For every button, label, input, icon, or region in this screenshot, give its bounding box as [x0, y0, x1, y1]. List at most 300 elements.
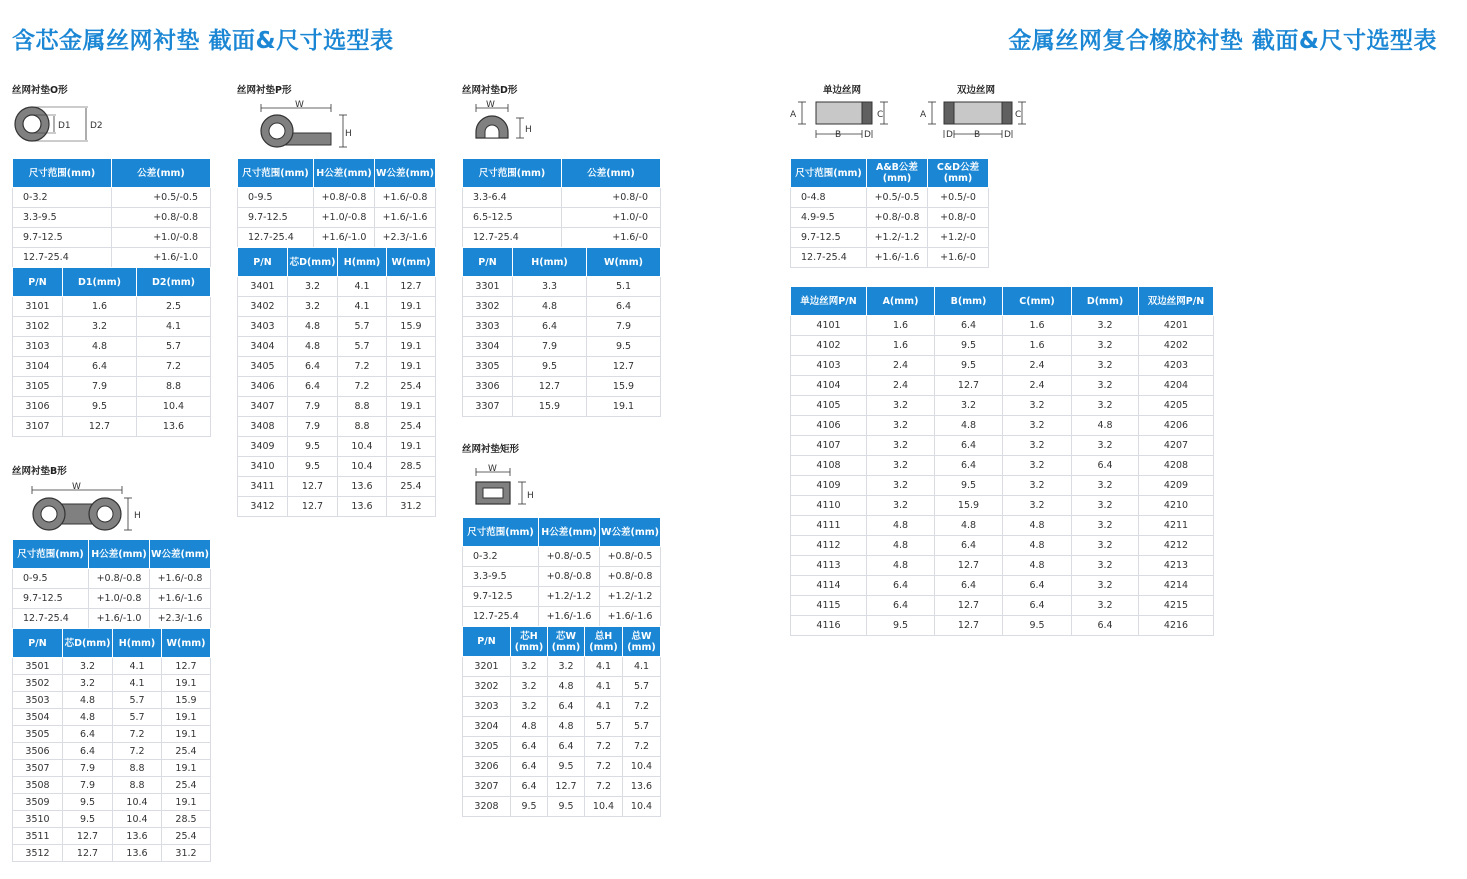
- table-cell: 15.9: [387, 317, 436, 337]
- table-row: [791, 436, 1214, 456]
- table-cell: 12.7: [935, 616, 1003, 636]
- table-row: [13, 417, 211, 437]
- table-cell: 19.1: [387, 437, 436, 457]
- table-row: [238, 497, 436, 517]
- column-header: 尺寸范围(mm): [13, 159, 112, 188]
- table-cell: 4202: [1139, 336, 1214, 356]
- table-cell: 9.7-12.5: [791, 228, 867, 248]
- table-cell: 2.5: [137, 297, 211, 317]
- table-cell: 12.7: [935, 376, 1003, 396]
- table-cell: 4.8: [288, 317, 338, 337]
- table-cell: 3.2: [1072, 316, 1139, 336]
- table-cell: 9.5: [587, 337, 661, 357]
- table-cell: 10.4: [623, 757, 661, 777]
- table-cell: +1.6/-1.0: [112, 248, 211, 268]
- table-cell: 3511: [13, 828, 63, 845]
- table-cell: 4.8: [1003, 536, 1072, 556]
- table-cell: 13.6: [338, 497, 387, 517]
- table-cell: +0.5/-0.5: [867, 188, 928, 208]
- table-cell: 15.9: [587, 377, 661, 397]
- table-row: [791, 456, 1214, 476]
- table-header-row: [13, 629, 211, 658]
- table-row: [791, 376, 1214, 396]
- column-header: H公差(mm): [539, 518, 600, 547]
- table-row: [463, 657, 661, 677]
- table-cell: 0-3.2: [463, 547, 539, 567]
- table-cell: 7.2: [338, 377, 387, 397]
- table-cell: 3.3-9.5: [13, 208, 112, 228]
- table-cell: 19.1: [162, 675, 211, 692]
- table-row: [791, 536, 1214, 556]
- table-cell: 4103: [791, 356, 867, 376]
- table-cell: 7.9: [288, 397, 338, 417]
- column-header: W(mm): [162, 629, 211, 658]
- table-cell: 12.7-25.4: [13, 609, 89, 629]
- table-cell: 3106: [13, 397, 63, 417]
- table-cell: 13.6: [113, 828, 162, 845]
- table-row: [238, 337, 436, 357]
- table-cell: 3507: [13, 760, 63, 777]
- table-cell: 2.4: [867, 356, 935, 376]
- table-cell: 9.5: [63, 794, 113, 811]
- table-cell: +1.0/-0.8: [314, 208, 375, 228]
- column-header: H(mm): [513, 248, 587, 277]
- table-cell: 12.7: [935, 596, 1003, 616]
- table-cell: 12.7-25.4: [463, 228, 562, 248]
- table-cell: 3.2: [511, 677, 548, 697]
- column-header: P/N: [238, 248, 288, 277]
- table-cell: 19.1: [387, 337, 436, 357]
- dim-d-label-right: D: [1004, 130, 1011, 140]
- table-row: [463, 717, 661, 737]
- table-cell: 3411: [238, 477, 288, 497]
- table-cell: 3205: [463, 737, 511, 757]
- column-header: W公差(mm): [600, 518, 661, 547]
- table-cell: 10.4: [338, 457, 387, 477]
- table-cell: 6.4: [935, 316, 1003, 336]
- table-cell: 12.7: [387, 277, 436, 297]
- table-cell: 3.2: [1072, 476, 1139, 496]
- table-cell: 6.4: [511, 757, 548, 777]
- table-cell: 6.4: [935, 536, 1003, 556]
- dim-d-label: D: [864, 130, 871, 140]
- column-header: 总W (mm): [623, 627, 661, 657]
- rect-part-number-table: [462, 626, 661, 817]
- table-cell: 12.7-25.4: [791, 248, 867, 268]
- table-cell: 6.4: [867, 596, 935, 616]
- table-cell: 25.4: [162, 828, 211, 845]
- table-cell: 3502: [13, 675, 63, 692]
- table-cell: 3.3-6.4: [463, 188, 562, 208]
- dim-h-label: H: [134, 511, 141, 521]
- table-row: [238, 417, 436, 437]
- table-cell: 3501: [13, 658, 63, 675]
- table-row: [791, 396, 1214, 416]
- table-cell: 9.5: [513, 357, 587, 377]
- table-row: [791, 616, 1214, 636]
- table-cell: 19.1: [162, 760, 211, 777]
- table-cell: 8.8: [113, 760, 162, 777]
- table-cell: +1.0/-0.8: [89, 589, 150, 609]
- table-cell: 3409: [238, 437, 288, 457]
- table-cell: 4.1: [338, 277, 387, 297]
- table-cell: 10.4: [585, 797, 623, 817]
- table-cell: 3.2: [867, 416, 935, 436]
- table-cell: 4214: [1139, 576, 1214, 596]
- table-cell: 9.5: [288, 437, 338, 457]
- table-row: [238, 228, 436, 248]
- table-row: [13, 675, 211, 692]
- table-cell: 4114: [791, 576, 867, 596]
- table-row: [13, 297, 211, 317]
- table-row: [238, 357, 436, 377]
- table-cell: 9.5: [867, 616, 935, 636]
- table-cell: 28.5: [387, 457, 436, 477]
- table-cell: 6.5-12.5: [463, 208, 562, 228]
- table-cell: 10.4: [338, 437, 387, 457]
- table-cell: 12.7: [288, 497, 338, 517]
- table-cell: 4.9-9.5: [791, 208, 867, 228]
- table-cell: 9.5: [935, 356, 1003, 376]
- table-cell: +1.6/-0.8: [375, 188, 436, 208]
- table-cell: 3202: [463, 677, 511, 697]
- table-cell: 4.8: [511, 717, 548, 737]
- table-cell: 15.9: [162, 692, 211, 709]
- table-cell: 3.3-9.5: [463, 567, 539, 587]
- dim-a-label: A: [920, 110, 927, 120]
- table-cell: 3.2: [1072, 556, 1139, 576]
- table-cell: +1.6/-0.8: [150, 569, 211, 589]
- table-cell: 9.7-12.5: [13, 228, 112, 248]
- table-cell: 4203: [1139, 356, 1214, 376]
- table-cell: 9.5: [548, 797, 585, 817]
- table-row: [791, 496, 1214, 516]
- table-cell: 7.9: [288, 417, 338, 437]
- rect-tolerance-table: [462, 517, 661, 627]
- table-header-row: [13, 268, 211, 297]
- table-cell: 2.4: [1003, 356, 1072, 376]
- table-cell: 4.8: [288, 337, 338, 357]
- dim-w-label: W: [488, 464, 497, 474]
- table-cell: 4112: [791, 536, 867, 556]
- section-label-rect: 丝网衬垫矩形: [462, 444, 520, 455]
- table-cell: 13.6: [623, 777, 661, 797]
- dim-d1-label: D1: [58, 121, 71, 131]
- table-cell: 6.4: [867, 576, 935, 596]
- table-row: [463, 357, 661, 377]
- table-cell: +1.6/-1.6: [375, 208, 436, 228]
- column-header: H(mm): [113, 629, 162, 658]
- table-cell: 3.2: [511, 697, 548, 717]
- table-cell: 3.2: [63, 317, 137, 337]
- table-header-row: [791, 159, 989, 188]
- table-row: [463, 797, 661, 817]
- table-cell: 3404: [238, 337, 288, 357]
- table-cell: 3503: [13, 692, 63, 709]
- table-cell: 5.7: [113, 692, 162, 709]
- table-cell: 9.7-12.5: [463, 587, 539, 607]
- column-header: D1(mm): [63, 268, 137, 297]
- table-cell: 5.1: [587, 277, 661, 297]
- b-tolerance-table: [12, 539, 211, 629]
- table-row: [238, 317, 436, 337]
- table-cell: 0-9.5: [13, 569, 89, 589]
- table-cell: 12.7: [935, 556, 1003, 576]
- table-cell: 4101: [791, 316, 867, 336]
- table-cell: +2.3/-1.6: [150, 609, 211, 629]
- composite-tolerance-table: [790, 158, 989, 268]
- table-cell: 3406: [238, 377, 288, 397]
- column-header: H公差(mm): [89, 540, 150, 569]
- table-cell: 7.2: [137, 357, 211, 377]
- table-header-row: [238, 159, 436, 188]
- table-cell: 3101: [13, 297, 63, 317]
- table-cell: 3.2: [867, 476, 935, 496]
- column-header: 公差(mm): [562, 159, 661, 188]
- table-header-row: [13, 540, 211, 569]
- table-cell: 4206: [1139, 416, 1214, 436]
- table-row: [463, 547, 661, 567]
- column-header: C(mm): [1003, 287, 1072, 316]
- table-cell: +1.6/-1.6: [539, 607, 600, 627]
- table-cell: 5.7: [338, 317, 387, 337]
- table-cell: +0.8/-0.8: [112, 208, 211, 228]
- p-tolerance-table: [237, 158, 436, 248]
- table-cell: +1.6/-1.0: [314, 228, 375, 248]
- table-cell: 3303: [463, 317, 513, 337]
- table-cell: 3306: [463, 377, 513, 397]
- table-cell: +0.8/-0.5: [539, 547, 600, 567]
- table-row: [13, 828, 211, 845]
- table-cell: 3.2: [1003, 456, 1072, 476]
- table-cell: 12.7-25.4: [13, 248, 112, 268]
- table-cell: 7.9: [513, 337, 587, 357]
- column-header: P/N: [13, 629, 63, 658]
- column-header: 芯D(mm): [63, 629, 113, 658]
- table-row: [463, 337, 661, 357]
- table-cell: 19.1: [162, 709, 211, 726]
- table-row: [13, 228, 211, 248]
- table-cell: 4210: [1139, 496, 1214, 516]
- table-cell: 4.8: [548, 717, 585, 737]
- table-cell: 7.2: [585, 757, 623, 777]
- table-cell: 4211: [1139, 516, 1214, 536]
- table-cell: 4116: [791, 616, 867, 636]
- table-cell: 6.4: [587, 297, 661, 317]
- table-row: [13, 658, 211, 675]
- table-cell: 4.1: [585, 677, 623, 697]
- table-cell: 6.4: [1003, 596, 1072, 616]
- table-row: [791, 516, 1214, 536]
- table-row: [238, 377, 436, 397]
- table-cell: 6.4: [288, 377, 338, 397]
- table-cell: 8.8: [338, 417, 387, 437]
- section-label-o: 丝网衬垫O形: [12, 85, 68, 96]
- table-row: [13, 357, 211, 377]
- table-cell: +0.8/-0.8: [539, 567, 600, 587]
- column-header: D(mm): [1072, 287, 1139, 316]
- table-cell: 4.8: [548, 677, 585, 697]
- table-cell: +1.2/-1.2: [539, 587, 600, 607]
- table-row: [13, 609, 211, 629]
- table-cell: 4.1: [113, 675, 162, 692]
- table-cell: 3.2: [1072, 496, 1139, 516]
- d-part-number-table: [462, 247, 661, 417]
- table-cell: 3.2: [1003, 496, 1072, 516]
- table-row: [238, 457, 436, 477]
- table-row: [791, 228, 989, 248]
- table-header-row: [463, 248, 661, 277]
- table-row: [13, 377, 211, 397]
- table-cell: 4.1: [585, 657, 623, 677]
- table-cell: 4.8: [513, 297, 587, 317]
- table-cell: 10.4: [113, 811, 162, 828]
- table-row: [463, 587, 661, 607]
- column-header: W公差(mm): [150, 540, 211, 569]
- table-cell: 4.8: [1003, 516, 1072, 536]
- table-row: [13, 845, 211, 862]
- table-cell: 6.4: [511, 737, 548, 757]
- table-cell: +1.2/-1.2: [867, 228, 928, 248]
- table-cell: 3510: [13, 811, 63, 828]
- o-tolerance-table: [12, 158, 211, 268]
- column-header: 尺寸范围(mm): [238, 159, 314, 188]
- table-cell: 6.4: [288, 357, 338, 377]
- table-cell: 19.1: [387, 357, 436, 377]
- table-cell: 4204: [1139, 376, 1214, 396]
- column-header: W(mm): [387, 248, 436, 277]
- table-row: [463, 757, 661, 777]
- column-header: H(mm): [338, 248, 387, 277]
- table-cell: 6.4: [63, 743, 113, 760]
- table-cell: 3410: [238, 457, 288, 477]
- table-cell: 2.4: [867, 376, 935, 396]
- table-cell: +0.8/-0.5: [600, 547, 661, 567]
- table-row: [238, 437, 436, 457]
- table-cell: 9.5: [511, 797, 548, 817]
- table-cell: 4215: [1139, 596, 1214, 616]
- table-cell: 19.1: [162, 794, 211, 811]
- dim-a-label: A: [790, 110, 797, 120]
- table-row: [13, 248, 211, 268]
- table-cell: 7.2: [113, 726, 162, 743]
- table-cell: 0-4.8: [791, 188, 867, 208]
- table-cell: 7.2: [623, 737, 661, 757]
- table-row: [13, 692, 211, 709]
- table-cell: 9.5: [548, 757, 585, 777]
- table-cell: 3.2: [511, 657, 548, 677]
- column-header: 尺寸范围(mm): [13, 540, 89, 569]
- table-cell: 25.4: [162, 777, 211, 794]
- table-cell: 6.4: [935, 576, 1003, 596]
- table-row: [791, 476, 1214, 496]
- table-cell: 3.2: [1003, 416, 1072, 436]
- dim-b-label: B: [835, 130, 842, 140]
- table-cell: 4104: [791, 376, 867, 396]
- column-header: 公差(mm): [112, 159, 211, 188]
- table-cell: 4209: [1139, 476, 1214, 496]
- table-cell: 0-9.5: [238, 188, 314, 208]
- table-cell: 5.7: [623, 717, 661, 737]
- table-cell: 25.4: [387, 477, 436, 497]
- table-cell: 5.7: [137, 337, 211, 357]
- table-cell: 3405: [238, 357, 288, 377]
- table-cell: 6.4: [548, 697, 585, 717]
- table-cell: 4.8: [1072, 416, 1139, 436]
- double-mesh-diagram: [918, 96, 1043, 146]
- table-cell: +0.5/-0.5: [112, 188, 211, 208]
- table-cell: 1.6: [1003, 336, 1072, 356]
- table-cell: 1.6: [63, 297, 137, 317]
- table-cell: 7.9: [63, 760, 113, 777]
- table-cell: 7.2: [585, 737, 623, 757]
- table-cell: 4102: [791, 336, 867, 356]
- d-tolerance-table: [462, 158, 661, 248]
- dim-c-label: C: [1015, 110, 1022, 120]
- d-shape-diagram: [472, 98, 552, 146]
- table-row: [238, 397, 436, 417]
- table-cell: 9.5: [1003, 616, 1072, 636]
- column-header: P/N: [13, 268, 63, 297]
- table-cell: +1.2/-0: [928, 228, 989, 248]
- table-cell: +1.6/-0: [562, 228, 661, 248]
- section-label-b: 丝网衬垫B形: [12, 466, 67, 477]
- table-cell: 9.7-12.5: [238, 208, 314, 228]
- table-row: [13, 760, 211, 777]
- table-cell: 3407: [238, 397, 288, 417]
- dim-w-label: W: [72, 482, 81, 492]
- table-cell: 3.2: [1003, 396, 1072, 416]
- table-cell: 3.2: [935, 396, 1003, 416]
- table-cell: 6.4: [1072, 456, 1139, 476]
- dim-h-label: H: [525, 125, 532, 135]
- column-header: W(mm): [587, 248, 661, 277]
- table-cell: 4115: [791, 596, 867, 616]
- table-row: [463, 567, 661, 587]
- column-header: 尺寸范围(mm): [791, 159, 867, 188]
- table-cell: 25.4: [387, 377, 436, 397]
- table-cell: 9.5: [63, 397, 137, 417]
- table-cell: 31.2: [162, 845, 211, 862]
- table-cell: 3512: [13, 845, 63, 862]
- table-cell: 12.7: [162, 658, 211, 675]
- table-row: [13, 726, 211, 743]
- table-cell: 4212: [1139, 536, 1214, 556]
- table-cell: 3.2: [1072, 576, 1139, 596]
- table-cell: 3.2: [288, 297, 338, 317]
- table-cell: 4.8: [63, 692, 113, 709]
- table-row: [463, 677, 661, 697]
- table-cell: 3.2: [867, 436, 935, 456]
- table-cell: 6.4: [511, 777, 548, 797]
- table-cell: 3305: [463, 357, 513, 377]
- rect-shape-diagram: [472, 462, 552, 510]
- table-cell: 10.4: [137, 397, 211, 417]
- table-cell: 9.5: [288, 457, 338, 477]
- table-cell: 3508: [13, 777, 63, 794]
- o-part-number-table: [12, 267, 211, 437]
- table-cell: 4.1: [623, 657, 661, 677]
- column-header: 尺寸范围(mm): [463, 159, 562, 188]
- table-row: [463, 188, 661, 208]
- table-cell: 0-3.2: [13, 188, 112, 208]
- table-cell: 5.7: [113, 709, 162, 726]
- table-cell: +1.0/-0: [562, 208, 661, 228]
- table-cell: +0.8/-0.8: [314, 188, 375, 208]
- table-cell: 3408: [238, 417, 288, 437]
- column-header: B(mm): [935, 287, 1003, 316]
- table-cell: 3.2: [1072, 436, 1139, 456]
